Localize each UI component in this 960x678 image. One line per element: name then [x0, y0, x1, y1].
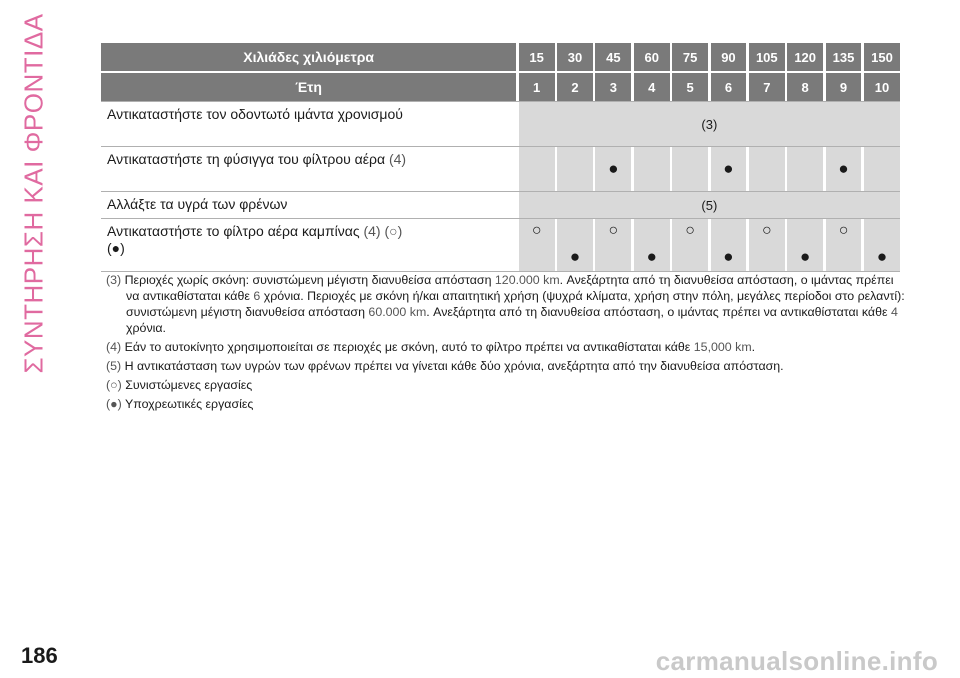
km-header-row-cell: 120 [787, 43, 823, 71]
task-label [101, 147, 516, 191]
schedule-cell [749, 147, 785, 191]
km-header-row-cell: 135 [826, 43, 862, 71]
footnote-value: 6 [253, 289, 261, 303]
km-header-row-cell: 15 [519, 43, 555, 71]
footnote [106, 377, 906, 393]
footnote-key: (○) [106, 378, 122, 392]
footnote-text: Εάν το αυτοκίνητο χρησιμοποιείται σε περιοχές με σκόνη, αυτό το φίλτρο πρέπει να αντικαθίσταται κάθε [124, 340, 694, 354]
mandatory-dot-icon: ● [711, 147, 747, 191]
years-header-row-cell: 7 [749, 73, 785, 101]
schedule-cell [787, 147, 823, 191]
years-header-row-cell: 4 [634, 73, 670, 101]
mandatory-dot-icon: ● [864, 219, 900, 271]
km-header-row-cell: 150 [864, 43, 900, 71]
years-header-row-cell: 2 [557, 73, 593, 101]
footnote-text: Η αντικατάσταση των υγρών των φρένων πρέπει να γίνεται κάθε δύο χρόνια, ανεξάρτητα από την διανυθείσα απόσταση. [124, 359, 784, 373]
km-header-row-cell: 90 [711, 43, 747, 71]
footnote-key: (●) [106, 397, 122, 411]
mandatory-dot-icon: ● [595, 147, 631, 191]
schedule-cell [864, 147, 900, 191]
schedule-row [101, 219, 900, 271]
years-header-row-cell: 6 [711, 73, 747, 101]
footnote [106, 272, 906, 336]
km-header-row-cell: 45 [595, 43, 631, 71]
task-footnote-ref-2: (●) [107, 240, 125, 256]
task-label [101, 219, 516, 271]
mandatory-dot-icon: ● [634, 219, 670, 271]
mandatory-dot-icon: ● [557, 219, 593, 271]
footnote-text: χρόνια. [126, 321, 166, 335]
footnote [106, 339, 906, 355]
section-side-title [8, 12, 60, 374]
footnote-text: . Ανεξάρτητα από τη διανυθείσα απόσταση, ο ιμάντας πρέπει να αντικαθίσταται κάθε [126, 273, 894, 303]
task-text: Αντικαταστήστε τον οδοντωτό ιμάντα χρονισμού [107, 106, 403, 122]
km-header-row-cell: 30 [557, 43, 593, 71]
recommended-circle-icon: ○ [519, 219, 555, 271]
footnote-value: 60.000 km [368, 305, 427, 319]
years-header-row-cell: 9 [826, 73, 862, 101]
schedule-row [101, 102, 900, 146]
years-header-row-cell: 3 [595, 73, 631, 101]
schedule-row [101, 192, 900, 218]
footnote-text: . [751, 340, 756, 354]
schedule-row [101, 147, 900, 191]
task-label [101, 192, 516, 218]
maintenance-schedule-table [101, 43, 900, 272]
recommended-circle-icon: ○ [595, 219, 631, 271]
watermark: carmanualsonline.info [655, 646, 938, 676]
recommended-circle-icon: ○ [672, 219, 708, 271]
interval-note: (3) [519, 102, 900, 146]
km-header-row-label: Χιλιάδες χιλιόμετρα [101, 43, 516, 71]
mandatory-dot-icon: ● [826, 147, 862, 191]
schedule-cell [672, 147, 708, 191]
footnote-text: Συνιστώμενες εργασίες [125, 378, 253, 392]
years-header-row-cell: 5 [672, 73, 708, 101]
schedule-cell [519, 147, 555, 191]
footnote-value: 120.000 km [494, 273, 560, 287]
years-header-row-cell: 10 [864, 73, 900, 101]
task-text: Αντικαταστήστε τη φύσιγγα του φίλτρου αέρα [107, 151, 386, 167]
task-text: Αντικαταστήστε το φίλτρο αέρα καμπίνας [107, 223, 360, 239]
km-header-row-cell: 60 [634, 43, 670, 71]
task-footnote-ref: (4) [388, 151, 407, 167]
footnote-key: (3) [106, 273, 122, 287]
side-title-text: ΣΥΝΤΗΡΗΣΗ ΚΑΙ ΦΡΟΝΤΙΔΑ [18, 12, 49, 374]
schedule-cell [634, 147, 670, 191]
task-footnote-ref: (4) (○) [363, 223, 403, 239]
years-header-row-label: Έτη [101, 73, 516, 101]
years-header-row [101, 73, 900, 101]
footnote [106, 396, 906, 412]
recommended-circle-icon: ○ [749, 219, 785, 271]
km-header-row-cell: 75 [672, 43, 708, 71]
footnote [106, 358, 906, 374]
years-header-row-cell: 1 [519, 73, 555, 101]
task-label [101, 102, 516, 146]
footnote-text: Υποχρεωτικές εργασίες [124, 397, 254, 411]
footnote-value: 15,000 km [693, 340, 752, 354]
footnote-text: Περιοχές χωρίς σκόνη: συνιστώμενη μέγιστη διανυθείσα απόσταση [124, 273, 495, 287]
footnote-key: (5) [106, 359, 122, 373]
footnote-text: χρόνια. Περιοχές με σκόνη ή/και απαιτητική χρήση (ψυχρά κλίματα, χρήση στην πόλη, μεγάλες περίοδοι στο ρελαντί): συνιστώμενη μέγιστη διανυθείσα απόσταση [126, 289, 905, 319]
schedule-cell [557, 147, 593, 191]
footnote-key: (4) [106, 340, 122, 354]
task-text: Αλλάξτε τα υγρά των φρένων [107, 196, 288, 212]
mandatory-dot-icon: ● [711, 219, 747, 271]
footnote-value: 4 [890, 305, 898, 319]
km-header-row [101, 43, 900, 71]
page-number: 186 [21, 643, 58, 668]
footnote-text: . Ανεξάρτητα από τη διανυθείσα απόσταση, ο ιμάντας πρέπει να αντικαθίσταται κάθε [426, 305, 891, 319]
years-header-row-cell: 8 [787, 73, 823, 101]
footnotes [106, 272, 906, 415]
km-header-row-cell: 105 [749, 43, 785, 71]
mandatory-dot-icon: ● [787, 219, 823, 271]
interval-note: (5) [519, 192, 900, 218]
recommended-circle-icon: ○ [826, 219, 862, 271]
